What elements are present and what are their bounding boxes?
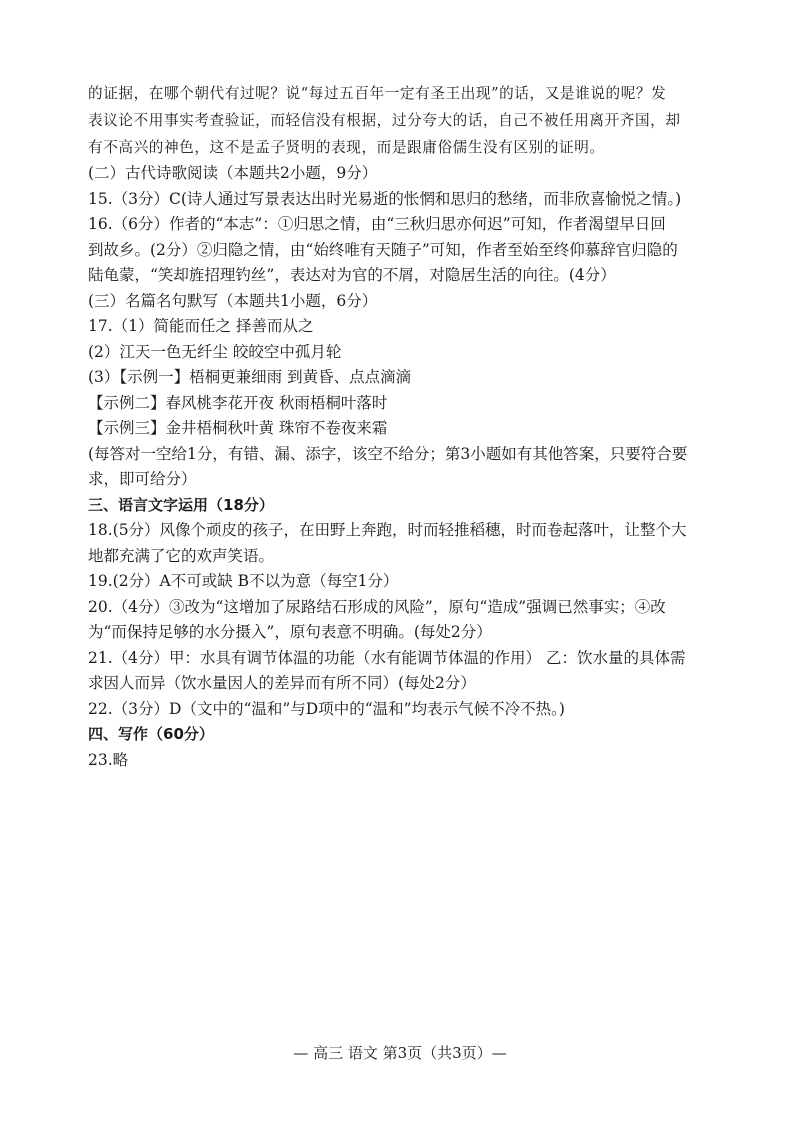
translation-paragraph: [88, 80, 718, 161]
answer-17-2: (2）江天一色无纤尘 皎皎空中孤月轮: [88, 342, 342, 361]
answer-16-line: 陆龟蒙，“笑却旌招理钓丝”，表达对为官的不屑，对隐居生活的向往。(4分）: [88, 266, 616, 284]
section-3-answers: [88, 493, 718, 723]
answer-16-line: 到故乡。(2分）②归隐之情，由“始终唯有天随子”可知，作者至始至终仰慕辞官归隐的: [88, 240, 678, 259]
answer-17-1: 17.（1）简能而任之 择善而从之: [88, 317, 314, 335]
answer-17-3-example-1: (3）【示例一】梧桐更兼细雨 到黄昏、点点滴滴: [88, 368, 412, 386]
answer-17-3-example-2: 【示例二】春风桃李花开夜 秋雨梧桐叶落时: [88, 393, 388, 412]
scoring-note: 求，即可给分）: [88, 470, 197, 488]
answer-18-line: 地都充满了它的欢声笑语。: [88, 546, 275, 565]
page-footer: — 高三 语文 第3页（共3页）—: [293, 1044, 507, 1062]
subsection-heading-poetry: (二）古代诗歌阅读（本题共2小题，9分）: [88, 164, 378, 182]
section-heading-language-use: 三、语言文字运用（18分）: [88, 495, 274, 514]
answer-20-line: 为“而保持足够的水分摄入”，原句表意不明确。(每处2分）: [88, 623, 492, 641]
subsection-heading-recitation: (三）名篇名句默写（本题共1小题，6分）: [88, 291, 378, 310]
answer-page-body: [88, 80, 718, 773]
scoring-note: (每答对一空给1分，有错、漏、添字，该空不给分；第3小题如有其他答案，只要符合要: [88, 444, 688, 463]
answer-15: 15.（3分）C(诗人通过写景表达出时光易逝的怅惘和思归的愁绪，而非欣喜愉悦之情。): [88, 189, 682, 208]
answer-21-line: 求因人而异（饮水量因人的差异而有所不同）(每处2分）: [88, 674, 476, 692]
answer-22: 22.（3分）D（文中的“温和”与D项中的“温和”均表示气候不冷不热。): [88, 699, 565, 718]
answer-17-3-example-3: 【示例三】金井梧桐秋叶黄 珠帘不卷夜来霜: [88, 419, 388, 437]
section-2-answers: [88, 161, 718, 493]
text-line: 有不高兴的神色，这不是孟子贤明的表现，而是跟庸俗儒生没有区别的证明。: [88, 139, 605, 156]
text-line: 的证据，在哪个朝代有过呢？说“每过五百年一定有圣王出现”的话，又是谁说的呢？发: [88, 85, 667, 102]
answer-23: 23.略: [88, 750, 129, 769]
answer-19: 19.(2分）A不可或缺 B不以为意（每空1分）: [88, 572, 399, 590]
answer-21-line: 21.（4分）甲：水具有调节体温的功能（水有能调节体温的作用） 乙：饮水量的具体需: [88, 648, 686, 667]
section-heading-writing: 四、写作（60分）: [88, 725, 214, 743]
answer-16-line: 16.（6分）作者的“本志”：①归思之情，由“三秋归思亦何迟”可知，作者渴望早日回: [88, 215, 666, 233]
section-4-answers: [88, 722, 718, 773]
answer-18-line: 18.(5分）风像个顽皮的孩子，在田野上奔跑，时而轻推稻穗，时而卷起落叶，让整个大: [88, 521, 687, 539]
text-line: 表议论不用事实考查验证，而轻信没有根据，过分夸大的话，自己不被任用离开齐国，却: [88, 112, 681, 129]
answer-20-line: 20.（4分）③改为“这增加了尿路结石形成的风险”，原句“造成”强调已然事实；④改: [88, 597, 666, 616]
